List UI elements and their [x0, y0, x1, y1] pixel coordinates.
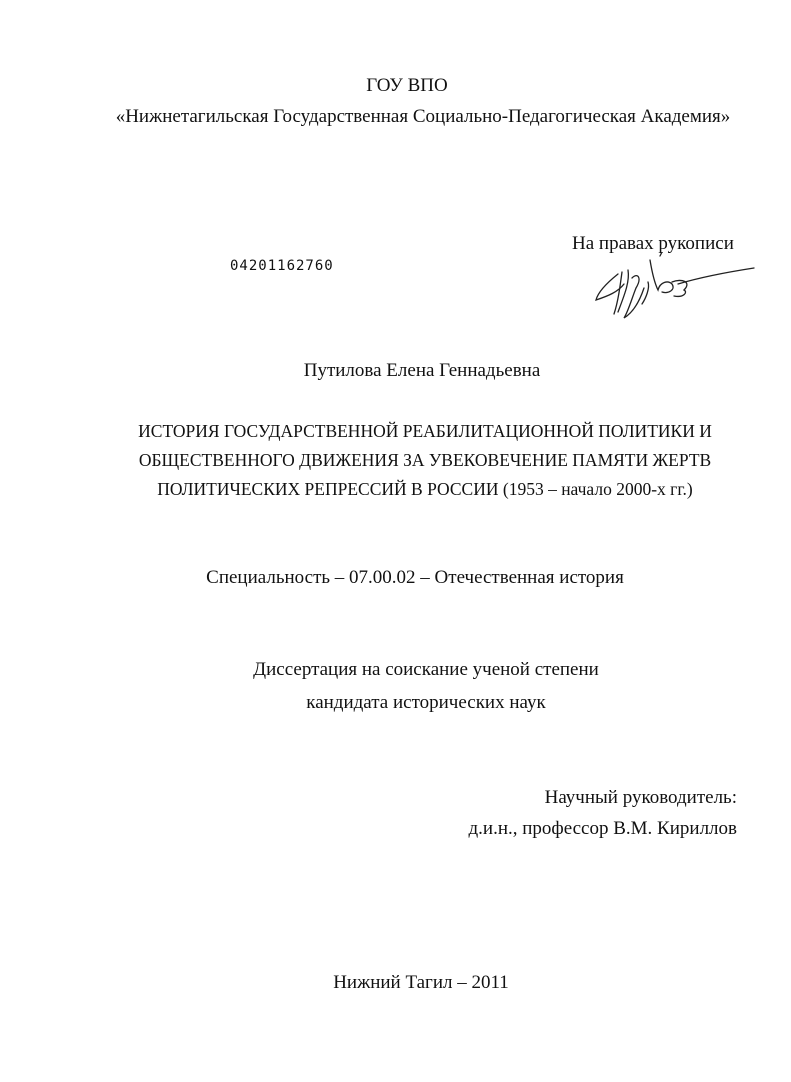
manuscript-note: На правах рукописи: [572, 233, 734, 254]
org-full: «Нижнетагильская Государственная Социально-Педагогическая Академия»: [115, 106, 731, 127]
supervisor-name: д.и.н., профессор В.М. Кириллов: [468, 818, 737, 839]
signature: [588, 252, 758, 324]
specialty: Специальность – 07.00.02 – Отечественная история: [206, 567, 624, 588]
author-name: Путилова Елена Геннадьевна: [303, 360, 541, 381]
title-line-1: ИСТОРИЯ ГОСУДАРСТВЕННОЙ РЕАБИЛИТАЦИОННОЙ ПОЛИТИКИ И: [138, 421, 712, 441]
registration-number: 04201162760: [230, 258, 334, 274]
degree-line-2: кандидата исторических наук: [306, 692, 546, 713]
footer-city-year: Нижний Тагил – 2011: [333, 972, 509, 993]
degree-line-1: Диссертация на соискание ученой степени: [253, 659, 599, 680]
org-short: ГОУ ВПО: [366, 75, 448, 96]
supervisor-label: Научный руководитель:: [544, 787, 737, 808]
title-line-2: ОБЩЕСТВЕННОГО ДВИЖЕНИЯ ЗА УВЕКОВЕЧЕНИЕ ПАМЯТИ ЖЕРТВ: [138, 450, 712, 470]
title-line-3: ПОЛИТИЧЕСКИХ РЕПРЕССИЙ В РОССИИ (1953 – начало 2000-х гг.): [157, 479, 693, 499]
